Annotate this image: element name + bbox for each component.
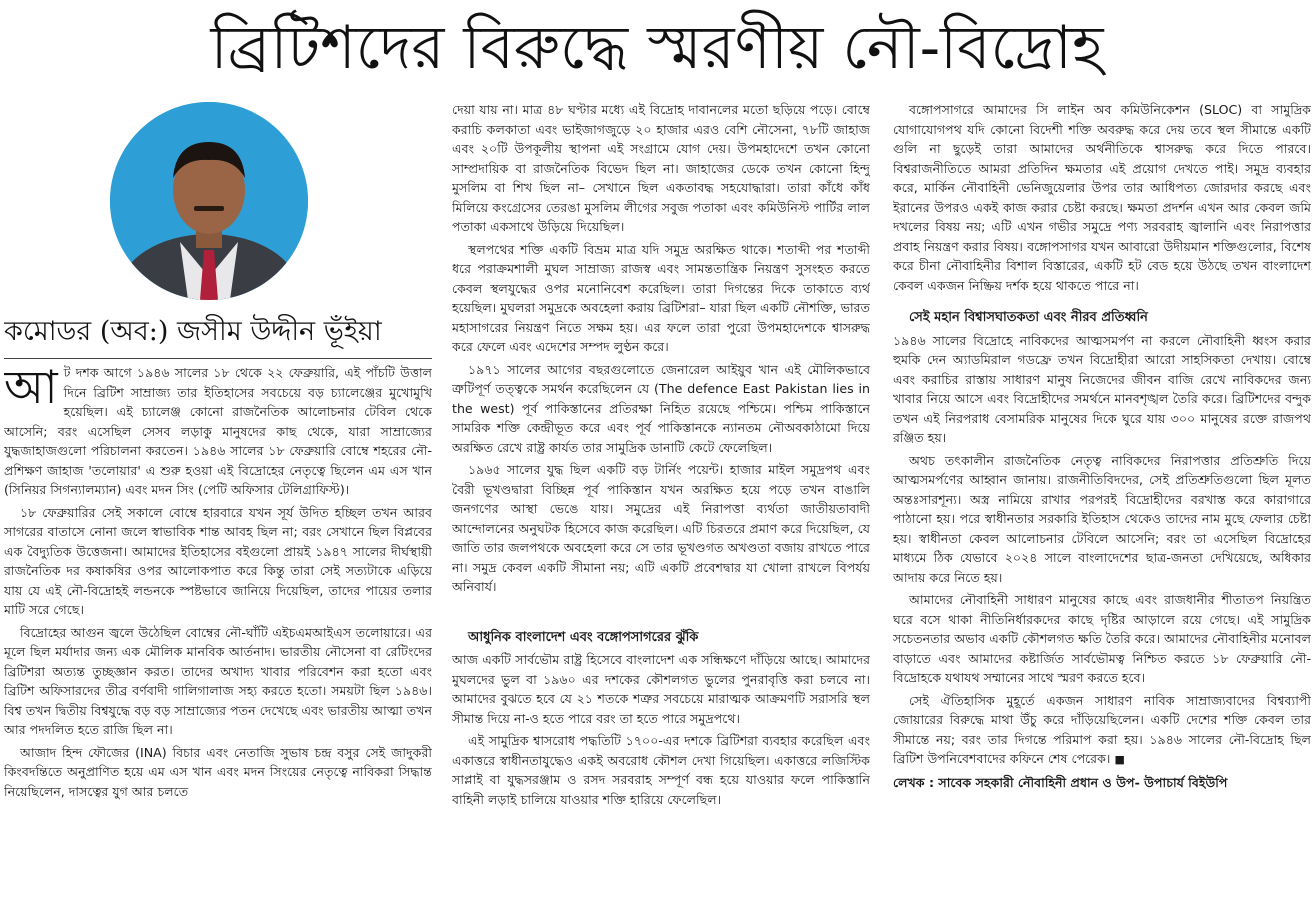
drop-cap: আ xyxy=(4,360,58,414)
paragraph: বিদ্রোহের আগুন জ্বলে উঠেছিল বোম্বের নৌ-ঘাঁটি এইচএমআইএস তলোয়ারে। এর মূলে ছিল মর্যাদার জন্য এক মৌলিক মানবিক আর্তনাদ। ভারতীয় নৌসেনা বা রেটিংদের ব্রিটিশরা অত্যন্ত তুচ্ছজ্ঞান করত। তাদের অখাদ্য খাবার পরিবেশন করা হতো এবং ব্রিটিশ অফিসারদের তীব্র বর্ণবাদী গালিগালাজ সহ্য করতে হতো। সময়টা ছিল ১৯৪৬। বিশ্ব তখন দ্বিতীয় বিশ্বযুদ্ধে বড় বড় সাম্রাজ্যের পতন দেখেছে এবং ভারতীয় আত্মা তখন আর পদদলিত হতে রাজি ছিল না। xyxy=(4,624,432,737)
paragraph: আজাদ হিন্দ ফৌজের (INA) বিচার এবং নেতাজি সুভাষ চন্দ্র বসুর সেই জাদুকরী কিংবদন্তিতে অনুপ্রাণিত হয়ে এম এস খান এবং মদন সিংয়ের নেতৃত্বে নাবিকরা সিদ্ধান্ত নিয়েছিলেন, দাসত্বের যুগ আর চলতে xyxy=(4,744,432,799)
author-photo-container xyxy=(4,102,432,308)
paragraph: সেই ঐতিহাসিক মুহূর্তে একজন সাধারণ নাবিক সাম্রাজ্যবাদের বিশ্বব্যাপী জোয়ারের বিরুদ্ধে মাথা উঁচু করে দাঁড়িয়েছিলেন। একটি দেশের শক্তি কেবল তার সীমান্তে নয়; বরং তার দিগন্তে পরিমাপ করা হয়। ১৯৪৬ সালের নৌ-বিদ্রোহ ছিল ব্রিটিশ উপনিবেশবাদের কফিনে শেষ পেরেক। ■ xyxy=(893,692,1311,766)
paragraph: এই সামুদ্রিক শ্বাসরোধ পদ্ধতিটি ১৭০০-এর দশকে ব্রিটিশরা ব্যবহার করেছিল এবং একাত্তরে স্বাধীনতাযুদ্ধেও একই অবরোধ কৌশল দেখা গিয়েছিল। একাত্তরে লজিস্টিক সাপ্লাই বা যুদ্ধসরঞ্জাম ও রসদ সরবরাহ সম্পূর্ণ বন্ধ হয়ে যাওয়ার ফলে পাকিস্তানি বাহিনী লড়াই চালিয়ে যাওয়ার শক্তি হারিয়ে ফেলেছিল। xyxy=(452,733,870,807)
column-2 xyxy=(452,100,870,905)
paragraph: ১৯৪৬ সালের বিদ্রোহে নাবিকদের আত্মসমর্পণ না করলে নৌবাহিনী ধ্বংস করার হুমকি দেন অ্যাডমিরাল গডফ্রে তখন বিদ্রোহীরা আরো সাহসিকতা দেখায়। বোম্বে এবং করাচির রাস্তায় সাধারণ মানুষ নিজেদের জীবন বাজি রেখে নাবিকদের জন্য খাবার নিয়ে আসে এবং বিদ্রোহীদের সমর্থনে মানবশৃঙ্খল তৈরি করে। ব্রিটিশদের বন্দুক তখন এই নিরপরাধ বেসামরিক মানুষের দিকে ঘুরে যায় ৩০০ মানুষের রক্তে রাজপথ রঞ্জিত হয়। xyxy=(893,332,1311,445)
column-3 xyxy=(893,100,1311,905)
paragraph: আমাদের নৌবাহিনী সাধারণ মানুষের কাছে এবং রাজধানীর শীতাতপ নিয়ন্ত্রিত ঘরে বসে থাকা নীতিনির্ধারকদের কাছে দৃষ্টির আড়ালে রয়ে গেছে। এই সামুদ্রিক সচেতনতার অভাব একটি কৌশলগত ক্ষতি তৈরি করে। আমাদের নৌবাহিনীর মনোবল বাড়াতে এবং আমাদের কষ্টার্জিত সার্বভৌমত্ব নিশ্চিত করতে ১৮ ফেব্রুয়ারি নৌ-বিদ্রোহকে যথাযথ সম্মানের সাথে স্মরণ করতে হবে। xyxy=(893,592,1311,685)
spacer xyxy=(893,298,1311,308)
section-heading: সেই মহান বিশ্বাসঘাতকতা এবং নীরব প্রতিধ্বনি xyxy=(909,310,1148,325)
paragraph: ১৮ ফেব্রুয়ারির সেই সকালে বোম্বে হারবারে যখন সূর্য উদিত হচ্ছিল তখন আরব সাগরের বাতাসে নোনা জলে স্বাভাবিক শান্ত আবহ ছিল না; বরং সেখানে ছিল বিপ্লবের এক বৈদ্যুতিক উত্তেজনা। আমাদের ইতিহাসের বইগুলো প্রায়ই ১৯৪৭ সালের দীর্ঘস্থায়ী রাজনৈতিক দর কষাকষির ওপর আলোকপাত করে কিন্তু তারা সেই সত্যটাকে এড়িয়ে যায় যে এই নৌ-বিদ্রোহই লন্ডনকে স্পষ্টভাবে জানিয়ে দিয়েছিল, তাদের পায়ের তলার মাটি সরে গেছে। xyxy=(4,504,432,617)
end-mark-icon: ■ xyxy=(1114,753,1125,766)
paragraph: আট দশক আগে ১৯৪৬ সালের ১৮ থেকে ২২ ফেব্রুয়ারি, এই পাঁচটি উত্তাল দিনে ব্রিটিশ সাম্রাজ্য তার ইতিহাসের সবচেয়ে বড় চ্যালেঞ্জের মুখোমুখি হয়েছিল। এই চ্যালেঞ্জ কোনো রাজনৈতিক আলোচনার টেবিল থেকে আসেনি; বরং এসেছিল সেসব লড়াকু মানুষদের কাছ থেকে, যারা সাম্রাজ্যের যুদ্ধজাহাজগুলো পরিচালনা করতেন। ১৯৪৬ সালের ১৮ ফেব্রুয়ারি বোম্বে শহরের নৌ-প্রশিক্ষণ জাহাজ 'তলোয়ার' এ শুরু হওয়া এই বিদ্রোহের নেতৃত্বে ছিলেন এম এস খান (সিনিয়র সিগন্যালম্যান) এবং মদন সিং (পেটি অফিসার টেলিগ্রাফিস্ট)। xyxy=(4,360,432,497)
author-portrait-icon xyxy=(110,102,308,300)
paragraph: বঙ্গোপসাগরে আমাদের সি লাইন অব কমিউনিকেশন (SLOC) বা সামুদ্রিক যোগাযোগপথ যদি কোনো বিদেশী শক্তি অবরুদ্ধ করে দেয় তবে স্থল সীমান্তে একটি গুলি না ছুড়েই তারা আমাদের অর্থনীতিকে শ্বাসরুদ্ধ করে দিতে পারবে। বিশ্বরাজনীতিতে আমরা প্রতিদিন ক্ষমতার এই প্রয়োগ দেখতে পাই। সমুদ্র ব্যবহার করে, মার্কিন নৌবাহিনী ভেনিজুয়েলার উপর তার আধিপত্য জোরদার করছে এবং ইরানের উপরও একই কাজ করার চেষ্টা করছে। ক্ষমতা প্রদর্শন এখন আর কেবল জমি দখলের বিষয় নয়; এটি এখন গভীর সমুদ্রে পণ্য সরবরাহ জ্বালানি এবং নিরাপত্তার প্রবাহ নিয়ন্ত্রণ করার বিষয়। বঙ্গোপসাগর যখন আবারো উদীয়মান শক্তিগুলোর, বিশেষ করে চীনা নৌবাহিনীর বিশাল বিস্তারের, একটি হট বেড হয়ে উঠছে তখন বাংলাদেশ কেবল একজন নিষ্ক্রিয় দর্শক হয়ে থাকতে পারে না। xyxy=(893,102,1311,293)
paragraph: দেয়া যায় না। মাত্র ৪৮ ঘণ্টার মধ্যে এই বিদ্রোহ দাবানলের মতো ছড়িয়ে পড়ে। বোম্বে করাচি কলকাতা এবং ভাইজাগজুড়ে ২০ হাজার এরও বেশি নৌসেনা, ৭৮টি জাহাজ এবং ২০টি উপকূলীয় স্থাপনা এই সংগ্রামে যোগ দেয়। উপমহাদেশে তখন কোনো সাম্প্রদায়িক বা রাজনৈতিক বিভেদ ছিল না। জাহাজের ডেকে তখন কোনো হিন্দু মুসলিম বা শিখ ছিল না– সেখানে ছিল একতাবদ্ধ সহযোদ্ধারা। তারা কাঁধে কাঁধ মিলিয়ে কংগ্রেসের তেরঙা মুসলিম লীগের সবুজ পতাকা এবং কমিউনিস্ট পার্টির লাল পতাকা একসাথে উড়িয়ে দিয়েছিল। xyxy=(452,102,870,234)
spacer xyxy=(452,600,870,628)
section-heading: আধুনিক বাংলাদেশ এবং বঙ্গোপসাগরের ঝুঁকি xyxy=(468,629,699,645)
author-credit: লেখক : সাবেক সহকারী নৌবাহিনী প্রধান ও উপ- উপাচার্য বিইউপি xyxy=(893,774,1228,790)
column-1 xyxy=(4,102,432,907)
paragraph: স্থলপথের শক্তি একটি বিভ্রম মাত্র যদি সমুদ্র অরক্ষিত থাকে। শতাব্দী পর শতাব্দী ধরে পরাক্রমশালী মুঘল সাম্রাজ্য রাজস্ব এবং সামন্ততান্ত্রিক নিয়ন্ত্রণ সুসংহত করতে কেবল স্থলযুদ্ধের ওপর মনোনিবেশ করেছিল। তারা দিগন্তের দিকে তাকাতে ব্যর্থ হয়েছিল। মুঘলরা সমুদ্রকে অবহেলা করায় ব্রিটিশরা– যারা ছিল একটি নৌশক্তি, ভারত মহাসাগরের নিয়ন্ত্রণ নিতে সক্ষম হয়। এর ফলে তারা পুরো উপমহাদেশকে শ্বাসরুদ্ধ করে ফেলে এবং এদেশের সম্পদ লুণ্ঠন করে। xyxy=(452,241,870,354)
paragraph: আজ একটি সার্বভৌম রাষ্ট্র হিসেবে বাংলাদেশ এক সন্ধিক্ষণে দাঁড়িয়ে আছে। আমাদের মুঘলদের ভুল বা ১৯৬০ এর দশকের কৌশলগত ভুলের পুনরাবৃত্তি করা চলবে না। আমাদের বুঝতে হবে যে ২১ শতকে শত্রুর সবচেয়ে মারাত্মক আক্রমণটি সরাসরি স্থল সীমান্ত দিয়ে না-ও হতে পারে বরং তা হতে পারে সমুদ্রপথে। xyxy=(452,652,870,726)
headline: ব্রিটিশদের বিরুদ্ধে স্মরণীয় নৌ-বিদ্রোহ xyxy=(210,13,1104,83)
author-photo xyxy=(110,102,308,300)
paragraph: ১৯৬৫ সালের যুদ্ধ ছিল একটি বড় টার্নিং পয়েন্ট। হাজার মাইল সমুদ্রপথ এবং বৈরী ভূখণ্ডদ্বারা বিচ্ছিন্ন পূর্ব পাকিস্তান যখন অরক্ষিত হয়ে পড়ে তখন বাঙালি জনগণের আস্থা ভেঙে যায়। সমুদ্রের এই নিরাপত্তা ব্যর্থতা জাতীয়তাবাদী আন্দোলনের অনুঘটক হিসেবে কাজ করেছিল। এটি চিরতরে প্রমাণ করে দিয়েছিল, যে জাতি তার জলপথকে অবহেলা করে সে তার ভূখণ্ডগত অখণ্ডতা বজায় রাখতে পারে না। সমুদ্র কেবল একটি সীমানা নয়; এটি একটি প্রবেশদ্বার যা খোলা রাখলে বিপর্যয় অনিবার্য। xyxy=(452,462,870,594)
divider xyxy=(4,358,432,359)
paragraph: ১৯৭১ সালের আগের বছরগুলোতে জেনারেল আইয়ুব খান এই মৌলিকভাবে ত্রুটিপূর্ণ তত্ত্বকে সমর্থন করেছিলেন যে (The defence East Pakistan lies in the west) পূর্ব পাকিস্তানের প্রতিরক্ষা নিহিত রয়েছে পশ্চিমে। পশ্চিম পাকিস্তানে সামরিক শক্তি কেন্দ্রীভূত করে এবং পূর্ব পাকিস্তানকে ন্যানতম নৌঅবকাঠামো দিয়ে অরক্ষিত রেখে রাষ্ট্র কার্যত তার সামুদ্রিক ডানাটি কেটে ফেলেছিল। xyxy=(452,361,870,455)
author-byline: কমোডর (অব:) জসীম উদ্দীন ভূঁইয়া xyxy=(4,316,382,347)
paragraph: অথচ তৎকালীন রাজনৈতিক নেতৃত্ব নাবিকদের নিরাপত্তার প্রতিশ্রুতি দিয়ে আত্মসমর্পণের আহ্বান জানায়। রাজনীতিবিদদের, সেই প্রতিশ্রুতিগুলো ছিল মূলত অন্তঃসারশূন্য। অস্ত্র নামিয়ে রাখার পরপরই বিদ্রোহীদের বরখাস্ত করে কারাগারে পাঠানো হয়। পরে স্বাধীনতার সরকারি ইতিহাস থেকেও তাদের নাম মুছে ফেলার চেষ্টা হয়। স্বাধীনতা কেবল আলোচনার টেবিলে আসেনি; বরং তা এসেছিল বিদ্রোহের মাধ্যমে ঠিক যেভাবে ২০২৪ সালে বাংলাদেশের ছাত্র-জনতা দেখিয়েছে, অধিকার আদায় করে নিতে হয়। xyxy=(893,452,1311,585)
